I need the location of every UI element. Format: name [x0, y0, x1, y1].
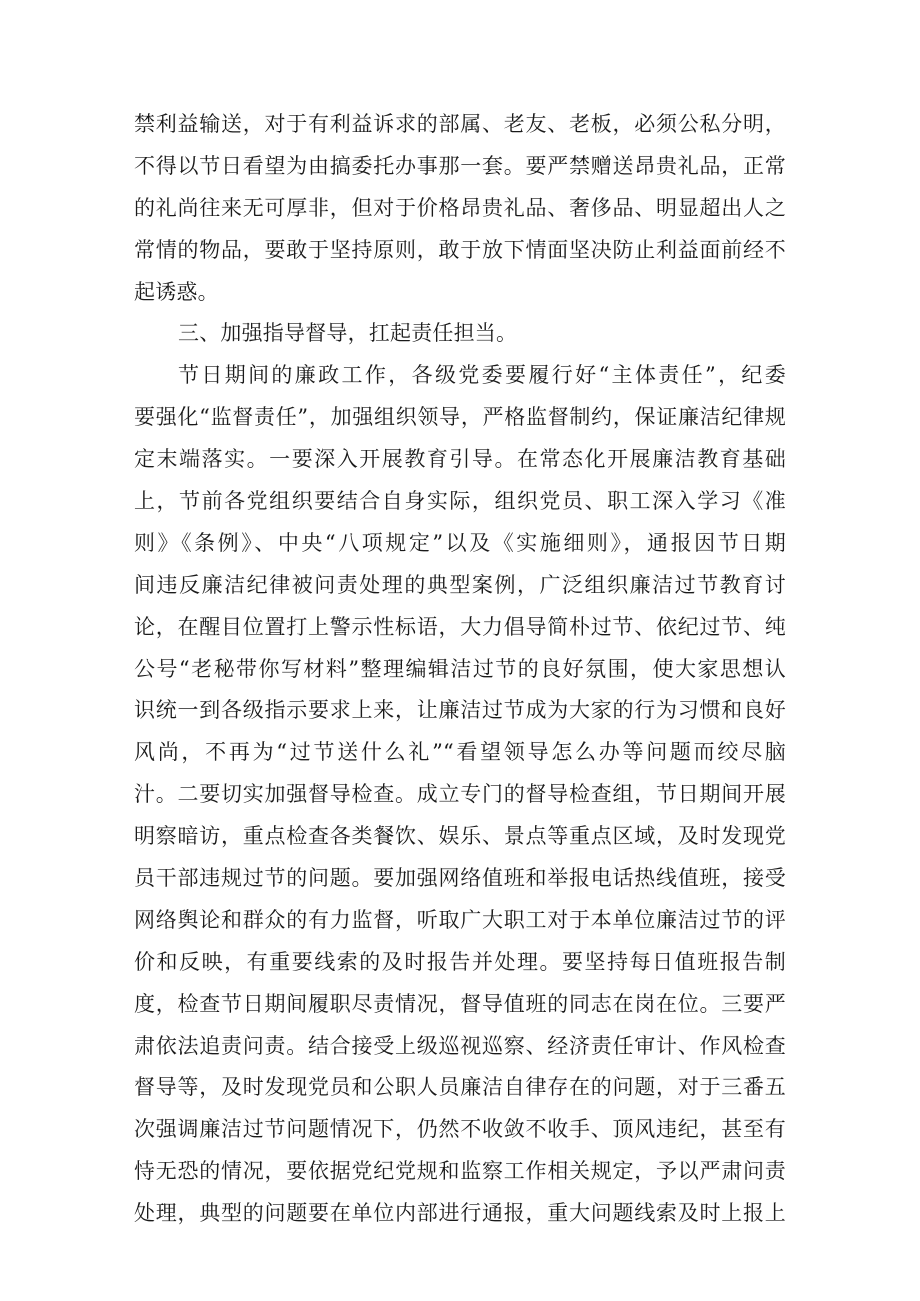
text-line: 恃无恐的情况，要依据党纪党规和监察工作相关规定，予以严肃问责 [134, 1159, 786, 1184]
text-line: 网络舆论和群众的有力监督，听取广大职工对于本单位廉洁过节的评 [134, 907, 786, 932]
text-line: 员干部违规过节的问题。要加强网络值班和举报电话热线值班，接受 [134, 866, 786, 891]
text-line: 要强化“监督责任”，加强组织领导，严格监督制约，保证廉洁纪律规 [134, 405, 786, 430]
text-line: 识统一到各级指示要求上来，让廉洁过节成为大家的行为习惯和良好 [134, 698, 786, 723]
text-line: 公号“老秘带你写材料”整理编辑洁过节的良好氛围，使大家思想认 [134, 656, 786, 681]
text-line: 上，节前各党组织要结合自身实际，组织党员、职工深入学习《准 [134, 489, 786, 514]
text-line: 起诱惑。 [134, 279, 219, 304]
text-line: 汁。二要切实加强督导检查。成立专门的督导检查组，节日期间开展 [134, 782, 786, 807]
text-line: 度，检查节日期间履职尽责情况，督导值班的同志在岗在位。三要严 [134, 991, 786, 1016]
text-line: 常情的物品，要敢于坚持原则，敢于放下情面坚决防止利益面前经不 [134, 237, 786, 262]
text-line: 肃依法追责问责。结合接受上级巡视巡察、经济责任审计、作风检查 [134, 1033, 786, 1058]
text-line: 价和反映，有重要线索的及时报告并处理。要坚持每日值班报告制 [134, 949, 786, 974]
text-line: 禁利益输送，对于有利益诉求的部属、老友、老板，必须公私分明， [134, 112, 786, 136]
text-line: 则》《条例》、中央“八项规定”以及《实施细则》，通报因节日期 [134, 530, 786, 555]
section-heading: 三、加强指导督导，扛起责任担当。 [178, 321, 518, 346]
text-line: 明察暗访，重点检查各类餐饮、娱乐、景点等重点区域，及时发现党 [134, 824, 786, 849]
text-line: 节日期间的廉政工作，各级党委要履行好“主体责任”，纪委 [178, 363, 786, 388]
text-line: 不得以节日看望为由搞委托办事那一套。要严禁赠送昂贵礼品，正常 [134, 153, 786, 178]
text-line: 的礼尚往来无可厚非，但对于价格昂贵礼品、奢侈品、明显超出人之 [134, 195, 786, 220]
text-line: 处理，典型的问题要在单位内部进行通报，重大问题线索及时上报上 [134, 1201, 786, 1226]
text-line: 间违反廉洁纪律被问责处理的典型案例，广泛组织廉洁过节教育讨 [134, 572, 786, 597]
body-text [134, 104, 786, 1235]
text-line: 督导等，及时发现党员和公职人员廉洁自律存在的问题，对于三番五 [134, 1075, 786, 1100]
text-line: 定末端落实。一要深入开展教育引导。在常态化开展廉洁教育基础 [134, 447, 786, 472]
text-line: 论，在醒目位置打上警示性标语，大力倡导简朴过节、依纪过节、纯 [134, 614, 786, 639]
text-line: 风尚，不再为“过节送什么礼”“看望领导怎么办等问题而绞尽脑 [134, 740, 786, 765]
text-line: 次强调廉洁过节问题情况下，仍然不收敛不收手、顶风违纪，甚至有 [134, 1117, 786, 1142]
